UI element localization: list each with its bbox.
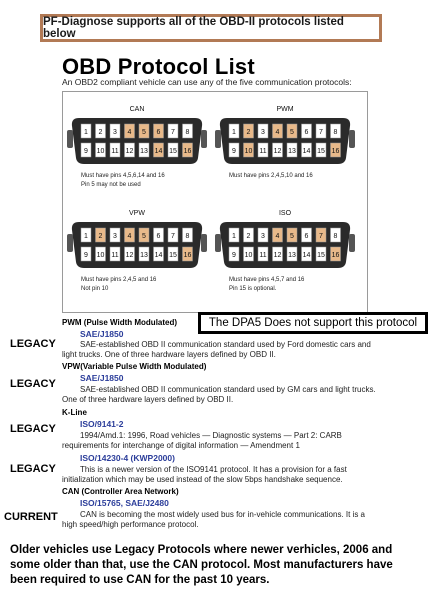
kline-description-2: This is a newer version of the ISO9141 protocol. It has a provision for a fast initialization which may be used instead of the slow 5bps handshake sequence. <box>62 465 347 484</box>
pin-label: 3 <box>261 233 265 240</box>
pin-label: 4 <box>127 129 132 136</box>
pin-label: 13 <box>288 148 296 155</box>
pwm-standard: SAE/J1850 <box>80 329 124 339</box>
pin-label: 3 <box>113 233 117 240</box>
current-label-can: CURRENT <box>4 511 58 523</box>
right-mount-tab <box>349 130 355 148</box>
pin-label: 6 <box>156 129 161 136</box>
pin-label: 12 <box>273 252 282 259</box>
pin-label: 11 <box>111 252 119 259</box>
pin-label: 2 <box>246 233 251 240</box>
pin-label: 9 <box>84 252 88 259</box>
pin-label: 6 <box>304 129 309 136</box>
pin-label: 3 <box>261 129 265 136</box>
pin-label: 8 <box>333 129 338 136</box>
kline-standard-2: ISO/14230-4 (KWP2000) <box>80 453 175 463</box>
vpw-standard: SAE/J1850 <box>80 373 124 383</box>
kline-standard-1: ISO/9141-2 <box>80 419 124 429</box>
pin-label: 14 <box>302 252 311 259</box>
dpa5-callout: The DPA5 Does not support this protocol <box>198 312 428 334</box>
pin-label: 6 <box>304 233 309 240</box>
pin-label: 1 <box>84 129 88 136</box>
connector-note-line: Must have pins 2,4,5 and 16 <box>81 277 157 283</box>
vpw-heading: VPW(Variable Pulse Width Modulated) <box>62 362 207 371</box>
connector-label: PWM <box>276 106 294 113</box>
left-mount-tab <box>215 234 221 252</box>
legacy-label-vpw: LEGACY <box>10 378 56 390</box>
pin-label: 14 <box>154 148 163 155</box>
can-standard: ISO/15765, SAE/J2480 <box>80 498 169 508</box>
right-mount-tab <box>201 234 207 252</box>
pin-label: 7 <box>171 129 175 136</box>
page-title: OBD Protocol List <box>62 54 255 79</box>
pin-label: 1 <box>84 233 88 240</box>
left-mount-tab <box>67 234 73 252</box>
pin-label: 5 <box>290 129 294 136</box>
pin-label: 11 <box>111 148 119 155</box>
connector-note-line: Must have pins 4,5,7 and 16 <box>229 277 305 283</box>
header-banner: PF-Diagnose supports all of the OBD-II protocols listed below <box>40 14 382 42</box>
footer-note: Older vehicles use Legacy Protocols where newer verhicles, 2006 and some older than that, use the CAN protocol. Most manufacturers have been required to use CAN for the past 10 years. <box>10 544 393 586</box>
pin-label: 6 <box>156 233 161 240</box>
pin-label: 2 <box>246 129 251 136</box>
obd-connector-figure <box>62 91 368 313</box>
connector-label: VPW <box>129 210 145 217</box>
pin-label: 5 <box>142 233 146 240</box>
kline-description-1: 1994/Amd.1: 1996, Road vehicles — Diagnostic systems — Part 2: CARB requirements for interchange of digital information — Amendment 1 <box>62 431 342 450</box>
pin-label: 11 <box>259 252 267 259</box>
pin-label: 10 <box>96 148 105 155</box>
pin-label: 9 <box>232 252 236 259</box>
legacy-label-pwm: LEGACY <box>10 338 56 350</box>
pin-label: 9 <box>232 148 236 155</box>
connector-diagrams <box>63 92 367 312</box>
left-mount-tab <box>67 130 73 148</box>
pin-label: 16 <box>331 148 340 155</box>
pin-label: 8 <box>185 233 190 240</box>
pin-label: 10 <box>96 252 105 259</box>
can-description: CAN is becoming the most widely used bus for in-vehicle communications. It is a high speed/high performance protocol. <box>62 510 366 529</box>
pin-label: 15 <box>317 148 325 155</box>
pin-label: 8 <box>185 129 190 136</box>
pin-label: 11 <box>259 148 267 155</box>
pin-label: 12 <box>125 148 134 155</box>
pin-label: 9 <box>84 148 88 155</box>
pin-label: 16 <box>331 252 340 259</box>
connector-note-line: Not pin 10 <box>81 286 109 292</box>
vpw-description: SAE-established OBD II communication standard used by GM cars and light trucks. One of three hardware layers defined by OBD II. <box>62 385 376 404</box>
pin-label: 10 <box>244 252 253 259</box>
pin-label: 8 <box>333 233 338 240</box>
pin-label: 5 <box>290 233 294 240</box>
pin-label: 7 <box>319 129 323 136</box>
pin-label: 13 <box>140 252 148 259</box>
pin-label: 13 <box>288 252 296 259</box>
pin-label: 14 <box>154 252 163 259</box>
left-mount-tab <box>215 130 221 148</box>
pin-label: 10 <box>244 148 253 155</box>
connector-label: CAN <box>129 106 145 113</box>
connector-note-line: Must have pins 4,5,6,14 and 16 <box>81 173 165 179</box>
pin-label: 15 <box>169 148 177 155</box>
pin-label: 2 <box>98 129 103 136</box>
pin-label: 15 <box>169 252 177 259</box>
pin-label: 15 <box>317 252 325 259</box>
connector-label: ISO <box>278 210 292 217</box>
connector-can <box>67 106 207 188</box>
legacy-label-kwp2000: LEGACY <box>10 463 56 475</box>
connector-note-line: Pin 5 may not be used <box>81 182 141 188</box>
page-subtitle: An OBD2 compliant vehicle can use any of the five communication protocols: <box>62 77 352 87</box>
pin-label: 13 <box>140 148 148 155</box>
pin-label: 4 <box>275 129 280 136</box>
connector-note-line: Must have pins 2,4,5,10 and 16 <box>229 173 313 179</box>
pin-label: 2 <box>98 233 103 240</box>
pin-label: 16 <box>183 148 192 155</box>
pin-label: 14 <box>302 148 311 155</box>
connector-note-line: Pin 15 is optional. <box>229 286 277 292</box>
pin-label: 16 <box>183 252 192 259</box>
legacy-label-iso9141: LEGACY <box>10 423 56 435</box>
connector-pwm <box>215 106 355 179</box>
kline-heading: K-Line <box>62 408 87 417</box>
can-heading: CAN (Controller Area Network) <box>62 487 179 496</box>
connector-iso <box>215 210 355 292</box>
pin-label: 7 <box>171 233 175 240</box>
pin-label: 12 <box>125 252 134 259</box>
pin-label: 1 <box>232 233 236 240</box>
pin-label: 5 <box>142 129 146 136</box>
pwm-description: SAE-established OBD II communication standard used by Ford domestic cars and light trucks. One of three hardware layers defined by OBD II. <box>62 340 371 359</box>
pin-label: 1 <box>232 129 236 136</box>
connector-vpw <box>67 210 207 292</box>
pwm-heading: PWM (Pulse Width Modulated) <box>62 318 178 327</box>
pin-label: 3 <box>113 129 117 136</box>
pin-label: 4 <box>275 233 280 240</box>
right-mount-tab <box>349 234 355 252</box>
pin-label: 7 <box>319 233 323 240</box>
pin-label: 12 <box>273 148 282 155</box>
right-mount-tab <box>201 130 207 148</box>
pin-label: 4 <box>127 233 132 240</box>
